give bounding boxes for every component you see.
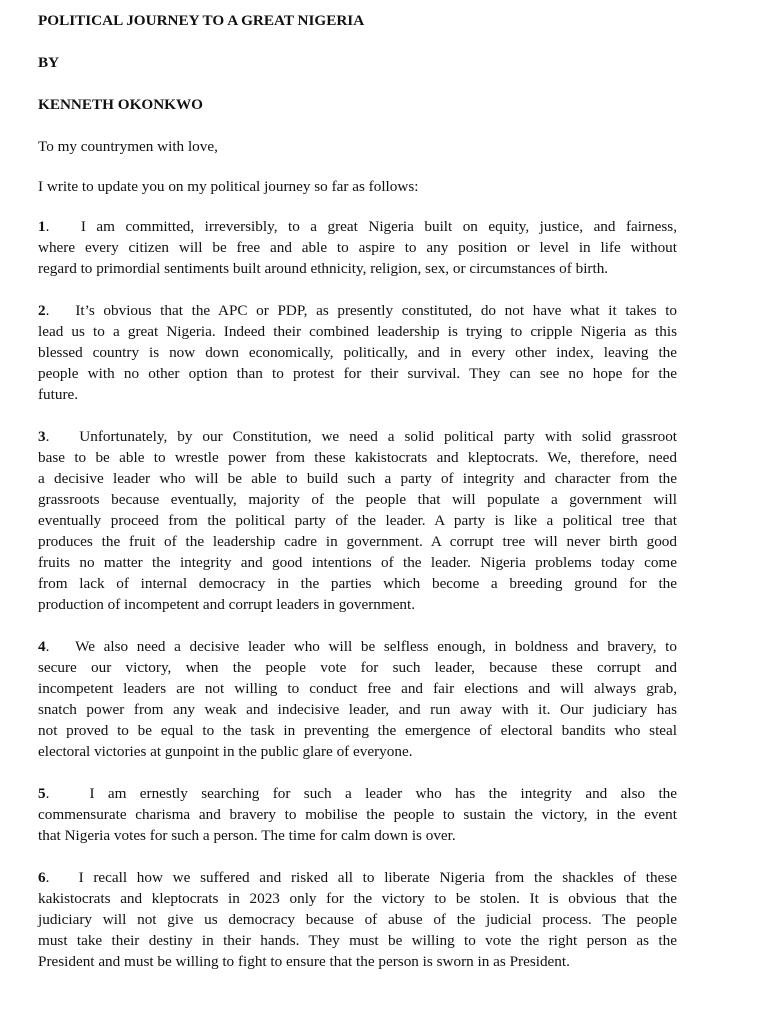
paragraph-line: people with no other option than to protest for their survival. They can see no hope for the: [38, 365, 677, 382]
paragraph-line: commensurate charisma and bravery to mobilise the people to sustain the victory, in the event: [38, 806, 677, 823]
paragraph-line: grassroots because eventually, majority of the people that will populate a government will: [38, 491, 677, 508]
salutation: To my countrymen with love,: [38, 138, 218, 155]
numbered-paragraph: [38, 867, 677, 972]
paragraph-line: produces the fruit of the leadership cadre in government. A corrupt tree will never birth good: [38, 533, 677, 550]
paragraph-line: judiciary will not give us democracy because of abuse of the judicial process. The people: [38, 911, 677, 928]
paragraph-line-text: It’s obvious that the APC or PDP, as presently constituted, do not have what it takes to: [75, 302, 678, 319]
paragraph-line-text: I am ernestly searching for such a leader who has the integrity and also the: [89, 785, 678, 802]
numbered-paragraph: [38, 300, 677, 405]
paragraph-line: incompetent leaders are not willing to conduct free and fair elections and will always grab,: [38, 680, 677, 697]
paragraph-line: [38, 783, 677, 804]
paragraph-number-dot: .: [45, 428, 80, 445]
paragraph-line: production of incompetent and corrupt leaders in government.: [38, 596, 416, 613]
paragraph-line: fruits no matter the integrity and good intentions of the leader. Nigeria problems today come: [38, 554, 677, 571]
paragraph-number: 5: [38, 785, 46, 802]
paragraph-number-dot: .: [45, 302, 76, 319]
paragraph-line: [38, 300, 677, 321]
paragraph-line: electoral victories at gunpoint in the public glare of everyone.: [38, 743, 413, 760]
paragraph-line: President and must be willing to fight to ensure that the person is sworn in as President.: [38, 953, 570, 970]
paragraph-number-dot: .: [45, 785, 90, 802]
paragraph-line: future.: [38, 386, 79, 403]
paragraph-number: 6: [38, 869, 46, 886]
paragraph-line: that Nigeria votes for such a person. The time for calm down is over.: [38, 827, 456, 844]
paragraph-line: [38, 636, 677, 657]
author-name: KENNETH OKONKWO: [38, 96, 203, 113]
paragraph-line-text: I am committed, irreversibly, to a great Nigeria built on equity, justice, and fairness,: [80, 218, 678, 235]
paragraph-number: 3: [38, 428, 46, 445]
paragraph-line: a decisive leader who will be able to build such a party of integrity and character from the: [38, 470, 677, 487]
paragraph-line: [38, 426, 677, 447]
paragraph-number: 4: [38, 638, 46, 655]
paragraph-line: base to be able to wrestle power from these kakistocrats and kleptocrats. We, therefore, need: [38, 449, 677, 466]
paragraph-number: 1: [38, 218, 46, 235]
paragraph-number-dot: .: [45, 218, 81, 235]
paragraph-line-text: Unfortunately, by our Constitution, we need a solid political party with solid grassroot: [79, 428, 678, 445]
paragraph-line: kakistocrats and kleptocrats in 2023 only for the victory to be stolen. It is obvious that the: [38, 890, 677, 907]
numbered-paragraph: [38, 426, 677, 615]
paragraph-line: secure our victory, when the people vote for such leader, because these corrupt and: [38, 659, 677, 676]
paragraph-line: [38, 867, 677, 888]
paragraph-line: not proved to be equal to the task in preventing the emergence of electoral bandits who steal: [38, 722, 677, 739]
document-title: POLITICAL JOURNEY TO A GREAT NIGERIA: [38, 12, 365, 29]
paragraph-line: [38, 216, 677, 237]
intro-sentence: I write to update you on my political journey so far as follows:: [38, 178, 419, 195]
paragraph-number: 2: [38, 302, 46, 319]
paragraph-line: blessed country is now down economically, politically, and in every other index, leaving the: [38, 344, 677, 361]
paragraph-line: from lack of internal democracy in the parties which become a breeding ground for the: [38, 575, 677, 592]
paragraph-line: where every citizen will be free and able to aspire to any position or level in life without: [38, 239, 677, 256]
paragraph-line: must take their destiny in their hands. They must be willing to vote the right person as the: [38, 932, 677, 949]
numbered-paragraph: [38, 636, 677, 762]
paragraph-line-text: We also need a decisive leader who will be selfless enough, in boldness and bravery, to: [75, 638, 677, 655]
byline-label: BY: [38, 54, 60, 71]
paragraph-line: snatch power from any weak and indecisive leader, and run away with it. Our judiciary has: [38, 701, 677, 718]
paragraph-number-dot: .: [45, 638, 76, 655]
paragraph-number-dot: .: [45, 869, 79, 886]
paragraph-line: eventually proceed from the political party of the leader. A party is like a political tree that: [38, 512, 677, 529]
paragraph-line-text: I recall how we suffered and risked all to liberate Nigeria from the shackles of these: [78, 869, 677, 886]
paragraph-line: lead us to a great Nigeria. Indeed their combined leadership is trying to cripple Nigeria as this: [38, 323, 677, 340]
numbered-paragraph: [38, 783, 677, 846]
numbered-paragraph: [38, 216, 677, 279]
paragraph-line: regard to primordial sentiments built around ethnicity, religion, sex, or circumstances of birth.: [38, 260, 609, 277]
